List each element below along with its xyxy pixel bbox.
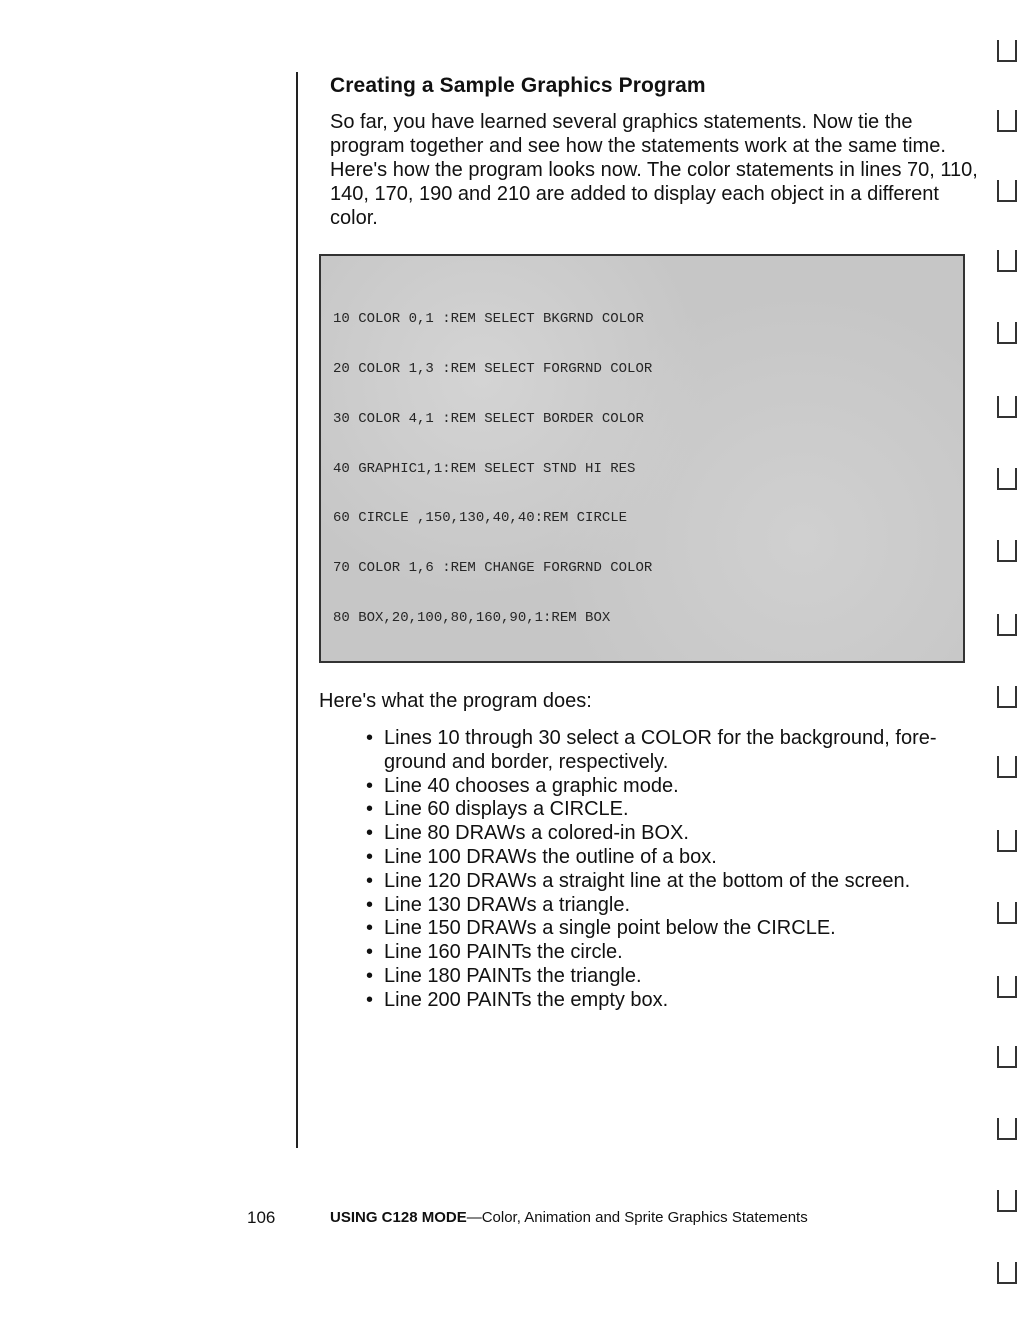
list-item: • Line 80 DRAWs a colored-in BOX. — [366, 822, 966, 846]
binding-mark — [997, 396, 1017, 418]
list-item: • Line 100 DRAWs the outline of a box. — [366, 846, 966, 870]
binding-mark — [997, 614, 1017, 636]
list-item: • Line 40 chooses a graphic mode. — [366, 775, 966, 799]
page-number: 106 — [247, 1208, 276, 1227]
binding-mark — [997, 322, 1017, 344]
code-line: 60 CIRCLE ,150,130,40,40:REM CIRCLE — [333, 510, 628, 527]
code-line: 20 COLOR 1,3 :REM SELECT FORGRND COLOR — [333, 360, 653, 377]
list-item: • Line 130 DRAWs a triangle. — [366, 894, 966, 918]
binding-mark — [997, 830, 1017, 852]
footer-section: USING C128 MODE — [330, 1209, 467, 1226]
code-line — [333, 660, 854, 663]
code-line: 70 COLOR 1,6 :REM CHANGE FORGRND COLOR — [333, 560, 653, 577]
list-item: • Line 180 PAINTs the triangle. — [366, 965, 966, 989]
footer-subtitle: —Color, Animation and Sprite Graphics Statements — [466, 1209, 808, 1226]
list-item: • Line 60 displays a CIRCLE. — [366, 798, 966, 822]
binding-mark — [997, 250, 1017, 272]
binding-mark — [997, 180, 1017, 202]
binding-mark — [997, 976, 1017, 998]
binding-mark — [997, 686, 1017, 708]
binding-mark — [997, 468, 1017, 490]
binding-mark — [997, 40, 1017, 62]
explanation-lead: Here's what the program does: — [319, 690, 592, 712]
list-item: • Line 200 PAINTs the empty box. — [366, 989, 966, 1013]
binding-mark — [997, 110, 1017, 132]
binding-mark — [997, 1190, 1017, 1212]
code-line: 40 GRAPHIC1,1:REM SELECT STND HI RES — [333, 460, 636, 477]
code-line: 30 COLOR 4,1 :REM SELECT BORDER COLOR — [333, 410, 644, 427]
explanation-list — [366, 727, 966, 1013]
code-line: 10 COLOR 0,1 :REM SELECT BKGRND COLOR — [333, 311, 644, 328]
list-item: • Line 120 DRAWs a straight line at the bottom of the screen. — [366, 870, 966, 894]
binding-mark — [997, 1046, 1017, 1068]
intro-paragraph: So far, you have learned several graphics statements. Now tie the program together and see how the statements work at the same time. Here's how the program looks now. The color statements in lines 70, 110, 140, 170, 190 and 210 are added to display each object in a different color. — [330, 111, 978, 229]
binding-mark — [997, 1262, 1017, 1284]
section-title: Creating a Sample Graphics Program — [330, 74, 706, 97]
program-listing — [333, 278, 854, 663]
binding-mark — [997, 540, 1017, 562]
list-item: • Lines 10 through 30 select a COLOR for the background, fore- ground and border, respectively. — [366, 727, 966, 775]
page-margin-rule — [296, 72, 298, 1148]
binding-mark — [997, 902, 1017, 924]
binding-mark — [997, 756, 1017, 778]
list-item: • Line 150 DRAWs a single point below the CIRCLE. — [366, 917, 966, 941]
running-footer — [330, 1209, 808, 1226]
program-screenshot — [319, 254, 965, 663]
list-item: • Line 160 PAINTs the circle. — [366, 941, 966, 965]
binding-mark — [997, 1118, 1017, 1140]
code-line: 80 BOX,20,100,80,160,90,1:REM BOX — [333, 609, 611, 626]
